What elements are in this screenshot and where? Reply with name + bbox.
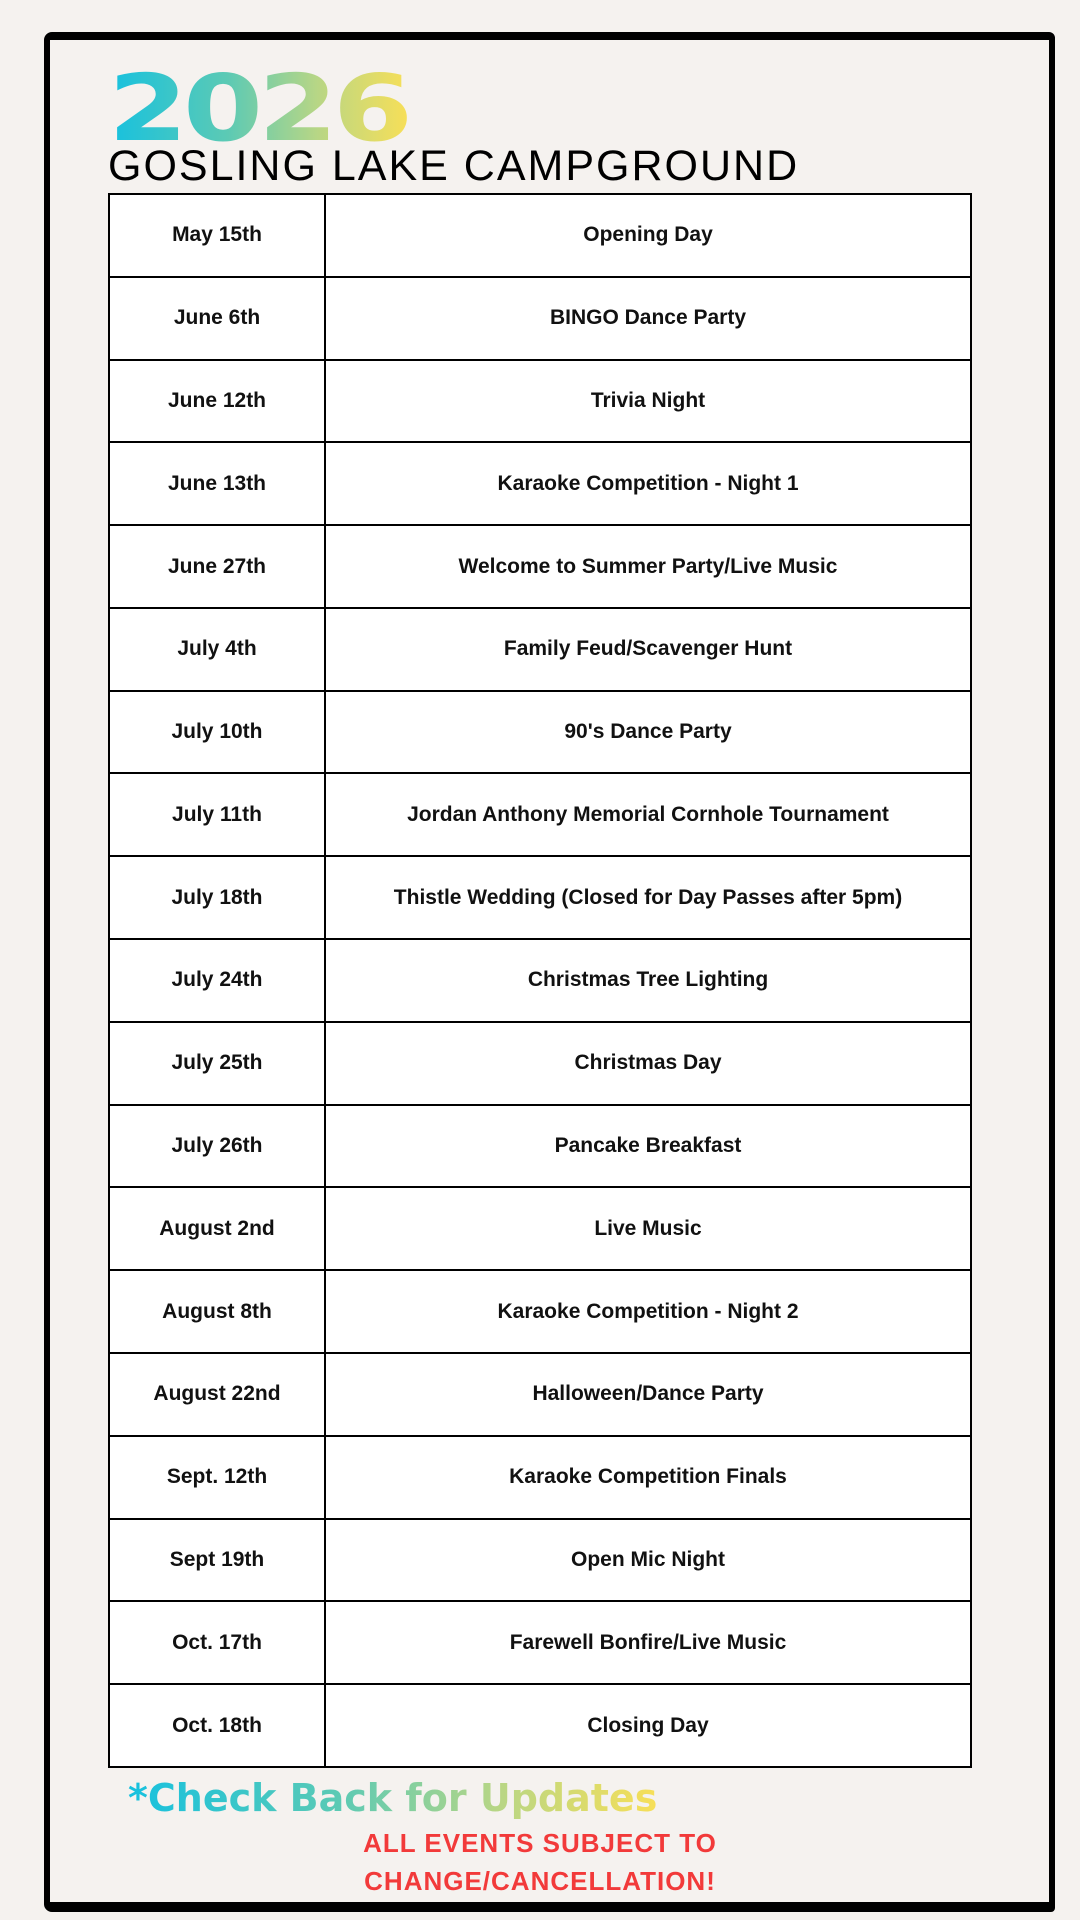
event-name: Halloween/Dance Party: [325, 1353, 971, 1436]
event-date: May 15th: [109, 194, 325, 277]
event-name: Christmas Tree Lighting: [325, 939, 971, 1022]
events-table: [108, 193, 972, 1768]
event-row: [109, 1353, 971, 1436]
event-row: [109, 1601, 971, 1684]
event-name: Christmas Day: [325, 1022, 971, 1105]
event-row: [109, 1187, 971, 1270]
event-date: July 10th: [109, 691, 325, 774]
event-row: [109, 773, 971, 856]
event-row: [109, 856, 971, 939]
event-date: Sept 19th: [109, 1519, 325, 1602]
event-date: June 12th: [109, 360, 325, 443]
event-row: [109, 360, 971, 443]
event-name: Open Mic Night: [325, 1519, 971, 1602]
event-name: Trivia Night: [325, 360, 971, 443]
event-row: [109, 608, 971, 691]
event-date: July 26th: [109, 1105, 325, 1188]
event-name: Thistle Wedding (Closed for Day Passes after 5pm): [325, 856, 971, 939]
event-name: Karaoke Competition - Night 2: [325, 1270, 971, 1353]
event-name: Karaoke Competition - Night 1: [325, 442, 971, 525]
event-date: June 13th: [109, 442, 325, 525]
event-date: July 18th: [109, 856, 325, 939]
event-row: [109, 691, 971, 774]
event-name: Family Feud/Scavenger Hunt: [325, 608, 971, 691]
event-row: [109, 939, 971, 1022]
event-row: [109, 1105, 971, 1188]
event-name: Karaoke Competition Finals: [325, 1436, 971, 1519]
warning-line-2: CHANGE/CANCELLATION!: [364, 1866, 716, 1896]
event-row: [109, 1684, 971, 1767]
event-date: June 6th: [109, 277, 325, 360]
event-date: August 22nd: [109, 1353, 325, 1436]
event-row: [109, 525, 971, 608]
campground-title: GOSLING LAKE CAMPGROUND: [108, 142, 800, 190]
event-name: Opening Day: [325, 194, 971, 277]
year-heading: 2026: [108, 55, 409, 162]
event-row: [109, 194, 971, 277]
event-name: 90's Dance Party: [325, 691, 971, 774]
event-row: [109, 1436, 971, 1519]
event-name: Jordan Anthony Memorial Cornhole Tournament: [325, 773, 971, 856]
event-date: July 11th: [109, 773, 325, 856]
event-date: Sept. 12th: [109, 1436, 325, 1519]
event-date: July 24th: [109, 939, 325, 1022]
event-row: [109, 1022, 971, 1105]
event-date: July 25th: [109, 1022, 325, 1105]
event-date: August 8th: [109, 1270, 325, 1353]
event-date: Oct. 17th: [109, 1601, 325, 1684]
event-date: August 2nd: [109, 1187, 325, 1270]
warning-line-1: ALL EVENTS SUBJECT TO: [363, 1828, 717, 1858]
event-name: Farewell Bonfire/Live Music: [325, 1601, 971, 1684]
event-name: Welcome to Summer Party/Live Music: [325, 525, 971, 608]
event-name: BINGO Dance Party: [325, 277, 971, 360]
event-row: [109, 277, 971, 360]
event-row: [109, 1270, 971, 1353]
event-date: Oct. 18th: [109, 1684, 325, 1767]
event-row: [109, 442, 971, 525]
event-name: Pancake Breakfast: [325, 1105, 971, 1188]
event-name: Closing Day: [325, 1684, 971, 1767]
event-row: [109, 1519, 971, 1602]
event-name: Live Music: [325, 1187, 971, 1270]
check-back-note: *Check Back for Updates: [128, 1776, 658, 1820]
event-date: July 4th: [109, 608, 325, 691]
event-date: June 27th: [109, 525, 325, 608]
